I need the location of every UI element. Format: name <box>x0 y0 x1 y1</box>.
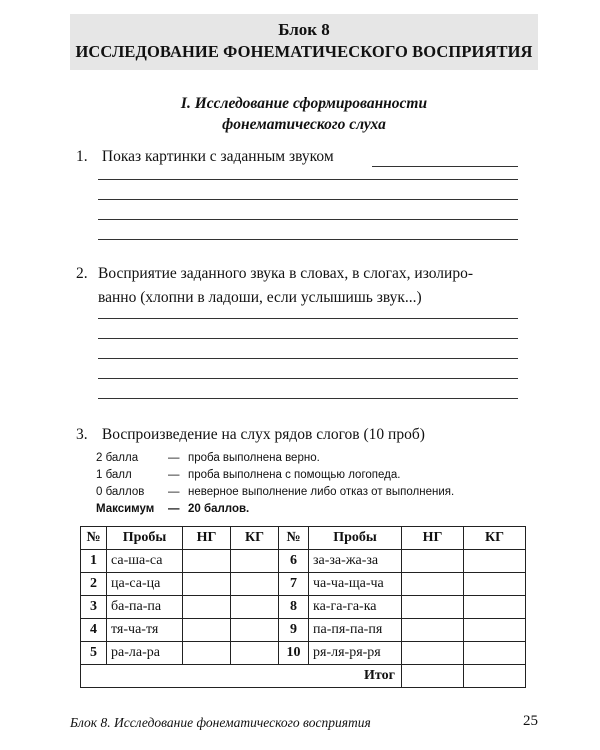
table-header-row <box>81 527 526 550</box>
probe-number: 7 <box>279 573 309 596</box>
ng-cell[interactable] <box>183 573 231 596</box>
ng-cell[interactable] <box>183 550 231 573</box>
kg-cell[interactable] <box>231 573 279 596</box>
probe-text: ба-па-па <box>107 596 183 619</box>
task-3-number: 3. <box>76 426 88 443</box>
page-number: 25 <box>523 713 538 729</box>
scoring-desc: неверное выполнение либо отказ от выполнения. <box>188 486 455 498</box>
kg-cell[interactable] <box>464 573 526 596</box>
scoring-row <box>96 450 454 467</box>
probe-number: 9 <box>279 619 309 642</box>
total-kg-cell[interactable] <box>464 665 526 688</box>
answer-line[interactable] <box>98 378 518 379</box>
answer-line[interactable] <box>98 338 518 339</box>
task-1-number: 1. <box>76 148 88 165</box>
section-title-line2: фонематического слуха <box>222 116 386 133</box>
ng-cell[interactable] <box>183 619 231 642</box>
probe-number: 2 <box>81 573 107 596</box>
results-table <box>80 526 526 688</box>
task-1 <box>76 148 334 166</box>
task-2-text-line1: Восприятие заданного звука в словах, в слогах, изолиро- <box>98 265 473 282</box>
answer-line[interactable] <box>372 166 518 167</box>
task-3 <box>76 426 425 444</box>
kg-cell[interactable] <box>231 642 279 665</box>
answer-line[interactable] <box>98 358 518 359</box>
kg-cell[interactable] <box>231 619 279 642</box>
probe-text: ря-ля-ря-ря <box>309 642 402 665</box>
scoring-desc: проба выполнена с помощью логопеда. <box>188 469 401 481</box>
col-header-number: № <box>279 527 309 550</box>
ng-cell[interactable] <box>402 596 464 619</box>
block-title: ИССЛЕДОВАНИЕ ФОНЕМАТИЧЕСКОГО ВОСПРИЯТИЯ <box>75 42 533 61</box>
answer-line[interactable] <box>98 179 518 180</box>
task-2-text-line2: ванно (хлопни в ладоши, если услышишь звук...) <box>98 289 422 306</box>
total-label: Итог <box>81 665 402 688</box>
scoring-legend <box>96 450 454 518</box>
answer-line[interactable] <box>98 239 518 240</box>
col-header-probes: Пробы <box>309 527 402 550</box>
scoring-row-max <box>96 501 454 518</box>
table-row <box>81 596 526 619</box>
kg-cell[interactable] <box>464 550 526 573</box>
ng-cell[interactable] <box>402 619 464 642</box>
scoring-dash: — <box>168 503 180 515</box>
col-header-number: № <box>81 527 107 550</box>
probe-text: ра-ла-ра <box>107 642 183 665</box>
ng-cell[interactable] <box>183 596 231 619</box>
col-header-probes: Пробы <box>107 527 183 550</box>
probe-text: за-за-жа-за <box>309 550 402 573</box>
col-header-kg: КГ <box>464 527 526 550</box>
answer-line[interactable] <box>98 398 518 399</box>
scoring-key: 1 балл <box>96 469 132 481</box>
scoring-row <box>96 467 454 484</box>
total-ng-cell[interactable] <box>402 665 464 688</box>
probe-text: тя-ча-тя <box>107 619 183 642</box>
probe-number: 6 <box>279 550 309 573</box>
probe-text: са-ша-са <box>107 550 183 573</box>
probe-number: 5 <box>81 642 107 665</box>
table-row <box>81 619 526 642</box>
ng-cell[interactable] <box>402 642 464 665</box>
probe-text: ка-га-га-ка <box>309 596 402 619</box>
probe-text: ца-са-ца <box>107 573 183 596</box>
table-row <box>81 550 526 573</box>
answer-line[interactable] <box>98 318 518 319</box>
col-header-ng: НГ <box>183 527 231 550</box>
table-row <box>81 573 526 596</box>
col-header-ng: НГ <box>402 527 464 550</box>
scoring-desc: 20 баллов. <box>188 503 250 515</box>
col-header-kg: КГ <box>231 527 279 550</box>
kg-cell[interactable] <box>464 596 526 619</box>
section-title-line1: I. Исследование сформированности <box>180 95 428 112</box>
probe-number: 4 <box>81 619 107 642</box>
scoring-desc: проба выполнена верно. <box>188 452 320 464</box>
scoring-key: 2 балла <box>96 452 139 464</box>
task-2 <box>76 262 526 310</box>
probe-text: ча-ча-ща-ча <box>309 573 402 596</box>
block-label: Блок 8 <box>278 20 330 39</box>
ng-cell[interactable] <box>402 550 464 573</box>
scoring-dash: — <box>168 469 180 481</box>
ng-cell[interactable] <box>402 573 464 596</box>
kg-cell[interactable] <box>464 619 526 642</box>
answer-line[interactable] <box>98 219 518 220</box>
kg-cell[interactable] <box>231 596 279 619</box>
scoring-dash: — <box>168 486 180 498</box>
probe-number: 8 <box>279 596 309 619</box>
scoring-key: 0 баллов <box>96 486 145 498</box>
table-total-row <box>81 665 526 688</box>
ng-cell[interactable] <box>183 642 231 665</box>
scoring-row <box>96 484 454 501</box>
probe-number: 10 <box>279 642 309 665</box>
probe-number: 3 <box>81 596 107 619</box>
scoring-key: Максимум <box>96 503 155 515</box>
kg-cell[interactable] <box>464 642 526 665</box>
task-2-number: 2. <box>76 265 88 282</box>
probe-text: па-пя-па-пя <box>309 619 402 642</box>
task-3-text: Воспроизведение на слух рядов слогов (10 проб) <box>101 426 425 443</box>
answer-line[interactable] <box>98 199 518 200</box>
task-1-text: Показ картинки с заданным звуком <box>101 148 334 165</box>
scoring-dash: — <box>168 452 180 464</box>
running-footer: Блок 8. Исследование фонематического восприятия <box>70 715 371 730</box>
kg-cell[interactable] <box>231 550 279 573</box>
probe-number: 1 <box>81 550 107 573</box>
table-row <box>81 642 526 665</box>
